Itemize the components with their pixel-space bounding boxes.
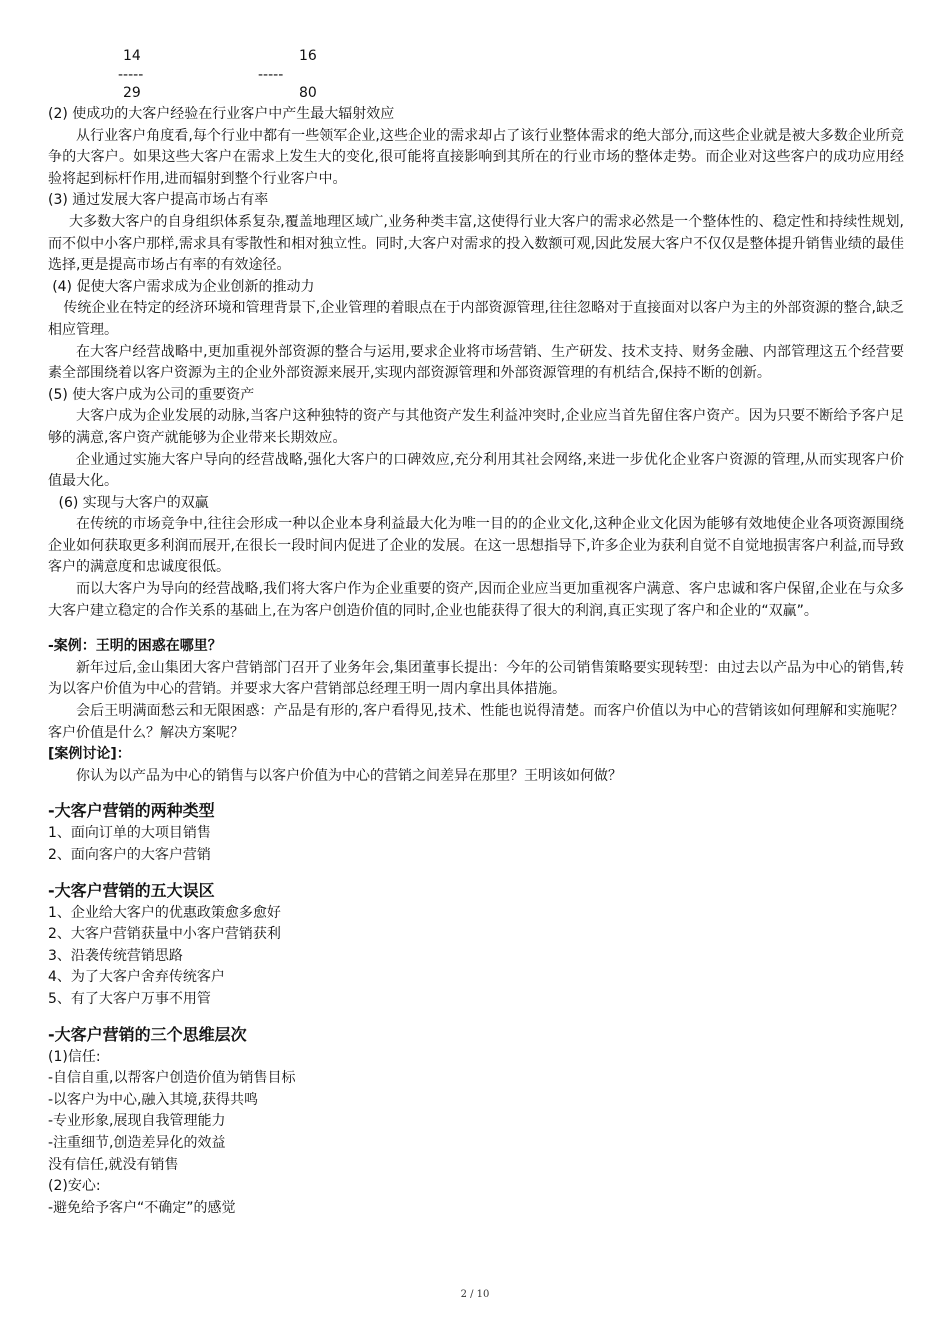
list-item: -自信自重,以帮客户创造价值为销售目标 <box>48 1070 296 1087</box>
section-4-heading: (4) 促使大客户需求成为企业创新的推动力 <box>52 278 315 295</box>
list-item: -避免给予客户“不确定”的感觉 <box>48 1199 236 1216</box>
list-item: (2)安心: <box>48 1178 101 1195</box>
section-5-heading: (5) 使大客户成为公司的重要资产 <box>48 386 255 403</box>
section-6-paragraph-2: 而以大客户为导向的经营战略,我们将大客户作为企业重要的资产,因而企业应当更加重视客户满意、客户忠诚和客户保留,企业在与众多大客户建立稳定的合作关系的基础上,在为客户创造价值的同时,企业也能获得了很大的利润,真正实现了客户和企业的“双赢”。 <box>48 581 904 619</box>
mistakes-section-title: -大客户营销的五大误区 <box>48 880 215 900</box>
section-6-paragraph-1: 在传统的市场竞争中,往往会形成一种以企业本身利益最大化为唯一目的的企业文化,这种企业文化因为能够有效地使企业各项资源围绕企业如何获取更多利润而展开,在很长一段时间内促进了企业的发展。在这一思想指导下,许多企业为获利自觉不自觉地损害客户利益,而导致客户的满意度和忠诚度很低。 <box>48 516 904 576</box>
case-paragraph-2: 会后王明满面愁云和无限困惑：产品是有形的,客户看得见,技术、性能也说得清楚。而客户价值以为中心的营销该如何理解和实施呢？客户价值是什么？解决方案呢？ <box>48 703 904 741</box>
list-item: 3、沿袭传统营销思路 <box>48 947 183 964</box>
fraction-b-denominator: 80 <box>299 85 317 101</box>
spacer <box>48 787 904 799</box>
section-5-paragraph-2: 企业通过实施大客户导向的经营战略,强化大客户的口碑效应,充分利用其社会网络,来进一步优化企业客户资源的管理,从而实现客户价值最大化。 <box>48 451 904 490</box>
list-item: -专业形象,展现自我管理能力 <box>48 1113 226 1130</box>
spacer <box>48 622 904 636</box>
section-5-paragraph-1: 大客户成为企业发展的动脉,当客户这种独特的资产与其他资产发生利益冲突时,企业应当首先留住客户资产。因为只要不断给予客户足够的满意,客户资产就能够为企业带来长期效应。 <box>48 408 904 446</box>
list-item: 5、有了大客户万事不用管 <box>48 990 211 1007</box>
fraction-block <box>48 42 904 104</box>
levels-section-title: -大客户营销的三个思维层次 <box>48 1024 247 1044</box>
list-item: 1、企业给大客户的优惠政策愈多愈好 <box>48 904 281 921</box>
spacer <box>48 1011 904 1023</box>
list-item: (1)信任: <box>48 1048 101 1065</box>
section-4-paragraph-2: 在大客户经营战略中,更加重视外部资源的整合与运用,要求企业将市场营销、生产研发、技术支持、财务金融、内部管理这五个经营要素全部围绕着以客户资源为主的企业外部资源来展开,实现内部资源管理和外部资源管理的有机结合,保持不断的创新。 <box>48 343 904 382</box>
section-3-heading: (3) 通过发展大客户提高市场占有率 <box>48 192 269 209</box>
list-item: -注重细节,创造差异化的效益 <box>48 1134 226 1151</box>
list-item: -以客户为中心,融入其境,获得共鸣 <box>48 1091 258 1108</box>
list-item: 1、面向订单的大项目销售 <box>48 825 211 842</box>
section-6-heading: (6) 实现与大客户的双赢 <box>58 494 209 511</box>
section-3-paragraph: 大多数大客户的自身组织体系复杂,覆盖地理区域广,业务种类丰富,这使得行业大客户的需求必然是一个整体性的、稳定性和持续性规划,而不似中小客户那样,需求具有零散性和相对独立性。同时,大客户对需求的投入数额可观,因此发展大客户不仅仅是整体提升销售业绩的最佳选择,更是提高市场占有率的有效途径。 <box>48 213 904 274</box>
case-paragraph-1: 新年过后,金山集团大客户营销部门召开了业务年会,集团董事长提出：今年的公司销售策略要实现转型：由过去以产品为中心的销售,转为以客户价值为中心的营销。并要求大客户营销部总经理王明一周内拿出具体措施。 <box>48 659 904 698</box>
list-item: 2、面向客户的大客户营销 <box>48 847 211 863</box>
fraction-b-numerator: 16 <box>299 48 317 64</box>
case-discussion-question: 你认为以产品为中心的销售与以客户价值为中心的营销之间差异在那里？王明该如何做？ <box>76 767 622 784</box>
list-item: 2、大客户营销获量中小客户营销获利 <box>48 926 281 943</box>
types-section-title: -大客户营销的两种类型 <box>48 801 215 821</box>
fraction-b-line: ----- <box>258 67 284 83</box>
list-item: 没有信任,就没有销售 <box>48 1156 179 1173</box>
section-2-heading: (2) 使成功的大客户经验在行业客户中产生最大辐射效应 <box>48 106 395 122</box>
fraction-a-numerator: 14 <box>123 48 141 64</box>
section-2-paragraph: 从行业客户角度看,每个行业中都有一些领军企业,这些企业的需求却占了该行业整体需求的绝大部分,而这些企业就是被大多数企业所竞争的大客户。如果这些大客户在需求上发生大的变化,很可能将直接影响到其所在的行业市场的整体走势。而企业对这些客户的成功应用经验将起到标杆作用,进而辐射到整个行业客户中。 <box>48 127 904 187</box>
fraction-a-denominator: 29 <box>123 85 141 101</box>
section-4-paragraph-1: 传统企业在特定的经济环境和管理背景下,企业管理的着眼点在于内部资源管理,往往忽略对于直接面对以客户为主的外部资源的整合,缺乏相应管理。 <box>48 300 904 338</box>
fraction-a-line: ----- <box>118 67 144 83</box>
case-title: -案例：王明的困惑在哪里？ <box>48 638 222 655</box>
case-discussion-label: [案例讨论]： <box>48 746 131 763</box>
document-page <box>48 42 904 1219</box>
page-number: 2 / 10 <box>460 1289 490 1300</box>
list-item: 4、为了大客户舍弃传统客户 <box>48 969 225 986</box>
spacer <box>48 867 904 879</box>
